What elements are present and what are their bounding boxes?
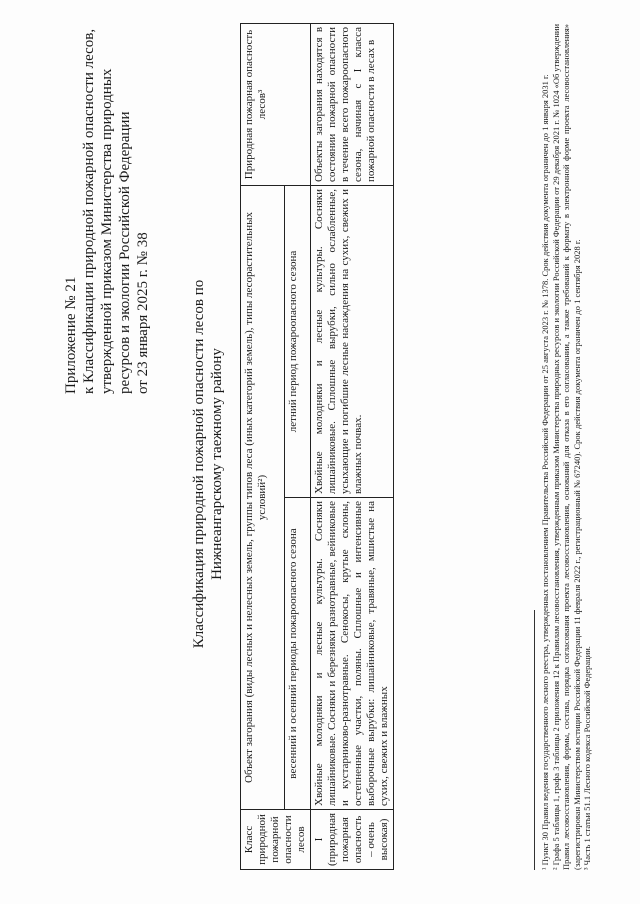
appendix-ref-line: к Классификации природной пожарной опасности лесов,	[81, 28, 97, 394]
appendix-ref-line: ресурсов и экологии Российской Федерации	[117, 111, 133, 394]
footnote-1: ¹ Пункт 30 Правил ведения государственного лесного реестра, утвержденных постановлением Правительства Российской Федерации от 25 августа 2023 г. № 1378. Срок действия документа ограничен до 1 января 2031 г.	[540, 74, 550, 870]
appendix-header	[62, 14, 152, 394]
document-title	[190, 154, 226, 774]
danger-description: Объекты загорания находятся в состоянии пожарной опасности в течение всего пожароопасного сезона, начиная с I класса пожарной опасности в лесах в	[311, 23, 394, 185]
appendix-ref-line: утвержденной приказом Министерства природных	[99, 68, 115, 394]
appendix-number: Приложение № 21	[63, 276, 79, 394]
footnote-separator	[534, 610, 535, 870]
header-summer: летний период пожароопасного сезона	[285, 185, 311, 497]
title-line: Классификация природной пожарной опасности лесов по	[191, 279, 207, 649]
header-object: Объект загорания (виды лесных и нелесных земель, группы типов леса (иных категорий земель), типы лесорастительных условий²)	[241, 185, 285, 809]
classification-table	[240, 23, 394, 870]
footnote-2: ² Графа 5 таблицы 1, графа 3 таблицы 2 приложения 12 к Правилам лесовосстановления, утвержденным приказом Министерства природных ресурсов и экологии Российской Федерации от 29 декабря 2021 г. № 1024 «Об утверждении Правил лесовосстановления, формы, состава, порядка согласования проекта лесовосстановления, оснований для отказа в его согласовании, а также требований к формату в электронной форме проекта лесовосстановления» (зарегистрирован Министерством юстиции Российской Федерации 11 февраля 2022 г., регистрационный № 67240). Срок действия документа ограничен до 1 сентября 2028 г.	[550, 24, 582, 870]
class-cell	[311, 810, 394, 870]
table-header-row	[241, 23, 285, 869]
class-description: (природная пожарная опасность – очень высокая)	[326, 812, 390, 866]
summer-objects: Хвойные молодняки и лесные культуры. Сосняки лишайниковые. Сплошные вырубки, сильно ослабленные, усыхающие и погибшие лесные насаждения на сухих, свежих и влажных почвах.	[311, 185, 394, 497]
appendix-date-line: от 23 января 2025 г. № 38	[135, 232, 151, 394]
footnote-3: ³ Часть 1 статьи 51.1 Лесного кодекса Российской Федерации.	[582, 646, 592, 870]
footnotes	[540, 24, 593, 870]
header-class: Класс природной пожарной опасности лесов	[241, 810, 311, 870]
title-line: Нижнеангарскому таежному району	[209, 348, 225, 580]
header-spring-autumn: весенний и осенний периоды пожароопасного сезона	[285, 498, 311, 810]
table-row	[311, 23, 394, 869]
class-number: I	[313, 837, 325, 842]
header-danger: Природная пожарная опасность лесов³	[241, 23, 311, 185]
spring-autumn-objects: Хвойные молодняки и лесные культуры. Сосняки лишайниковые. Сосняки и березняки разнотравные, вейниковые и кустарниково-разнотравные. Сенокосы, крутые склоны, остепненные участки, поляны. Сплошные и интенсивные выборочные вырубки: лишайниковые, травяные, мшистые на сухих, свежих и влажных	[311, 498, 394, 810]
